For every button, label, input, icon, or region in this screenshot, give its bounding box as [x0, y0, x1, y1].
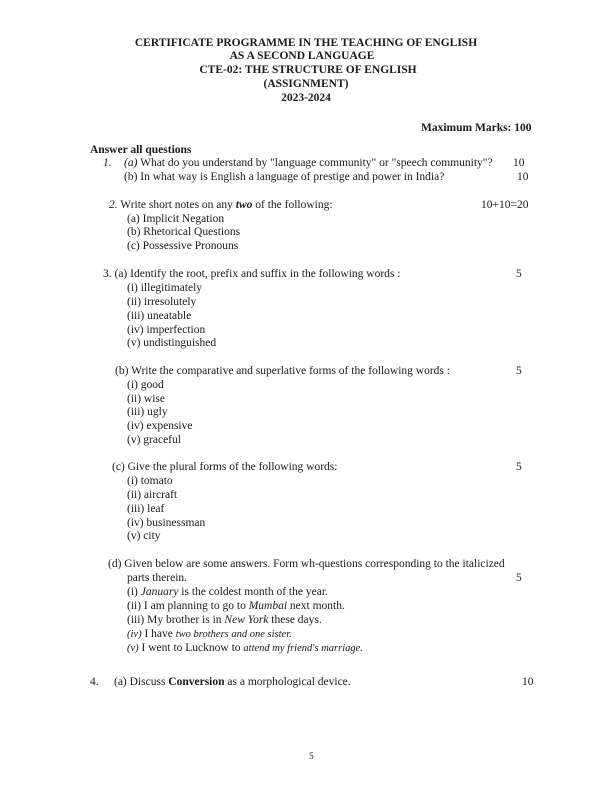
q3d-sentence [127, 600, 345, 614]
q2-text-pre: Write short notes on any [120, 199, 236, 211]
q3d-question-cont: parts therein. [127, 572, 188, 584]
q1a-label: (a) [124, 157, 138, 169]
q3c-marks: 5 [516, 461, 522, 473]
q3b-word: (ii) wise [127, 393, 166, 405]
q3c-question: (c) Give the plural forms of the following words: [112, 461, 338, 473]
programme-subtitle: AS A SECOND LANGUAGE [229, 50, 375, 62]
q4a-marks: 10 [522, 676, 534, 688]
sentence-italic: attend my friend's marriage. [243, 643, 363, 654]
q4-text-pre: (a) Discuss [114, 676, 169, 688]
q3b-question: (b) Write the comparative and superlative forms of the following words : [115, 365, 450, 377]
q4-text-post: as a morphological device. [224, 676, 351, 688]
academic-year: 2023-2024 [281, 92, 331, 104]
q3d-sentence [127, 628, 292, 642]
q3c-word: (i) tomato [127, 475, 173, 487]
q2-text-emphasis: two [235, 199, 253, 211]
q2-marks: 10+10=20 [481, 199, 529, 211]
page-number: 5 [309, 752, 314, 762]
sentence-italic: Mumbai [248, 600, 288, 612]
q1-number: 1. [103, 157, 112, 169]
q1a-text: What do you understand by "language community" or "speech community"? [140, 157, 493, 169]
assignment-label: (ASSIGNMENT) [263, 78, 349, 90]
q3d-sentence [127, 614, 322, 628]
instruction: Answer all questions [90, 144, 192, 156]
q3a-word: (v) undistinguished [127, 337, 217, 349]
sentence-text: these days. [268, 614, 322, 626]
q2-number: 2. [109, 199, 118, 211]
sentence-text: I have [141, 628, 176, 640]
q3c-word: (iii) leaf [127, 503, 165, 515]
sentence-text: (i) [127, 586, 141, 598]
q3b-word: (v) graceful [127, 434, 181, 446]
q4a-question [114, 676, 351, 690]
sentence-italic: New York [224, 614, 269, 626]
q1a-marks: 10 [513, 157, 525, 169]
sentence-italic: two brothers and one sister. [175, 629, 292, 640]
q1b-marks: 10 [517, 171, 529, 183]
q3a-question: 3. (a) Identify the root, prefix and suffix in the following words : [103, 268, 401, 280]
q1a-question [124, 157, 493, 171]
q4-text-bold: Conversion [168, 676, 225, 688]
sentence-text: is the coldest month of the year. [178, 586, 328, 598]
q2-option: (a) Implicit Negation [127, 213, 225, 225]
programme-title: CERTIFICATE PROGRAMME IN THE TEACHING OF ENGLISH [134, 37, 478, 49]
q3a-word: (ii) irresolutely [127, 296, 197, 308]
q3c-word: (ii) aircraft [127, 489, 178, 501]
q3b-word: (i) good [127, 379, 164, 391]
q2-text-post: of the following: [252, 199, 333, 211]
q4-number: 4. [90, 676, 99, 688]
sentence-label: (v) [127, 643, 139, 654]
q3d-question: (d) Given below are some answers. Form wh-questions corresponding to the italicized [108, 558, 505, 570]
q3a-word: (iii) uneatable [127, 310, 192, 322]
q3c-word: (v) city [127, 530, 161, 542]
q3a-marks: 5 [516, 268, 522, 280]
maximum-marks: Maximum Marks: 100 [421, 122, 532, 134]
q3a-word: (i) illegitimately [127, 282, 203, 294]
q2-option: (c) Possessive Pronouns [127, 240, 239, 252]
sentence-text: I went to Lucknow to [138, 642, 244, 654]
sentence-text: (iii) My brother is in [127, 614, 225, 626]
sentence-text: (ii) I am planning to go to [127, 600, 249, 612]
q3c-word: (iv) businessman [127, 517, 206, 529]
q3b-marks: 5 [516, 365, 522, 377]
q2-question [109, 199, 333, 213]
sentence-italic: January [140, 586, 179, 598]
q3d-sentence [127, 586, 328, 600]
course-title: CTE-02: THE STRUCTURE OF ENGLISH [199, 64, 417, 76]
q3b-word: (iv) expensive [127, 420, 193, 432]
sentence-text: next month. [287, 600, 345, 612]
sentence-label: (iv) [127, 629, 142, 640]
q3a-word: (iv) imperfection [127, 324, 206, 336]
q1b-question: (b) In what way is English a language of prestige and power in India? [124, 171, 445, 183]
q2-option: (b) Rhetorical Questions [127, 226, 241, 238]
q3b-word: (iii) ugly [127, 406, 168, 418]
q3d-sentence [127, 642, 363, 656]
q3d-marks: 5 [516, 572, 522, 584]
